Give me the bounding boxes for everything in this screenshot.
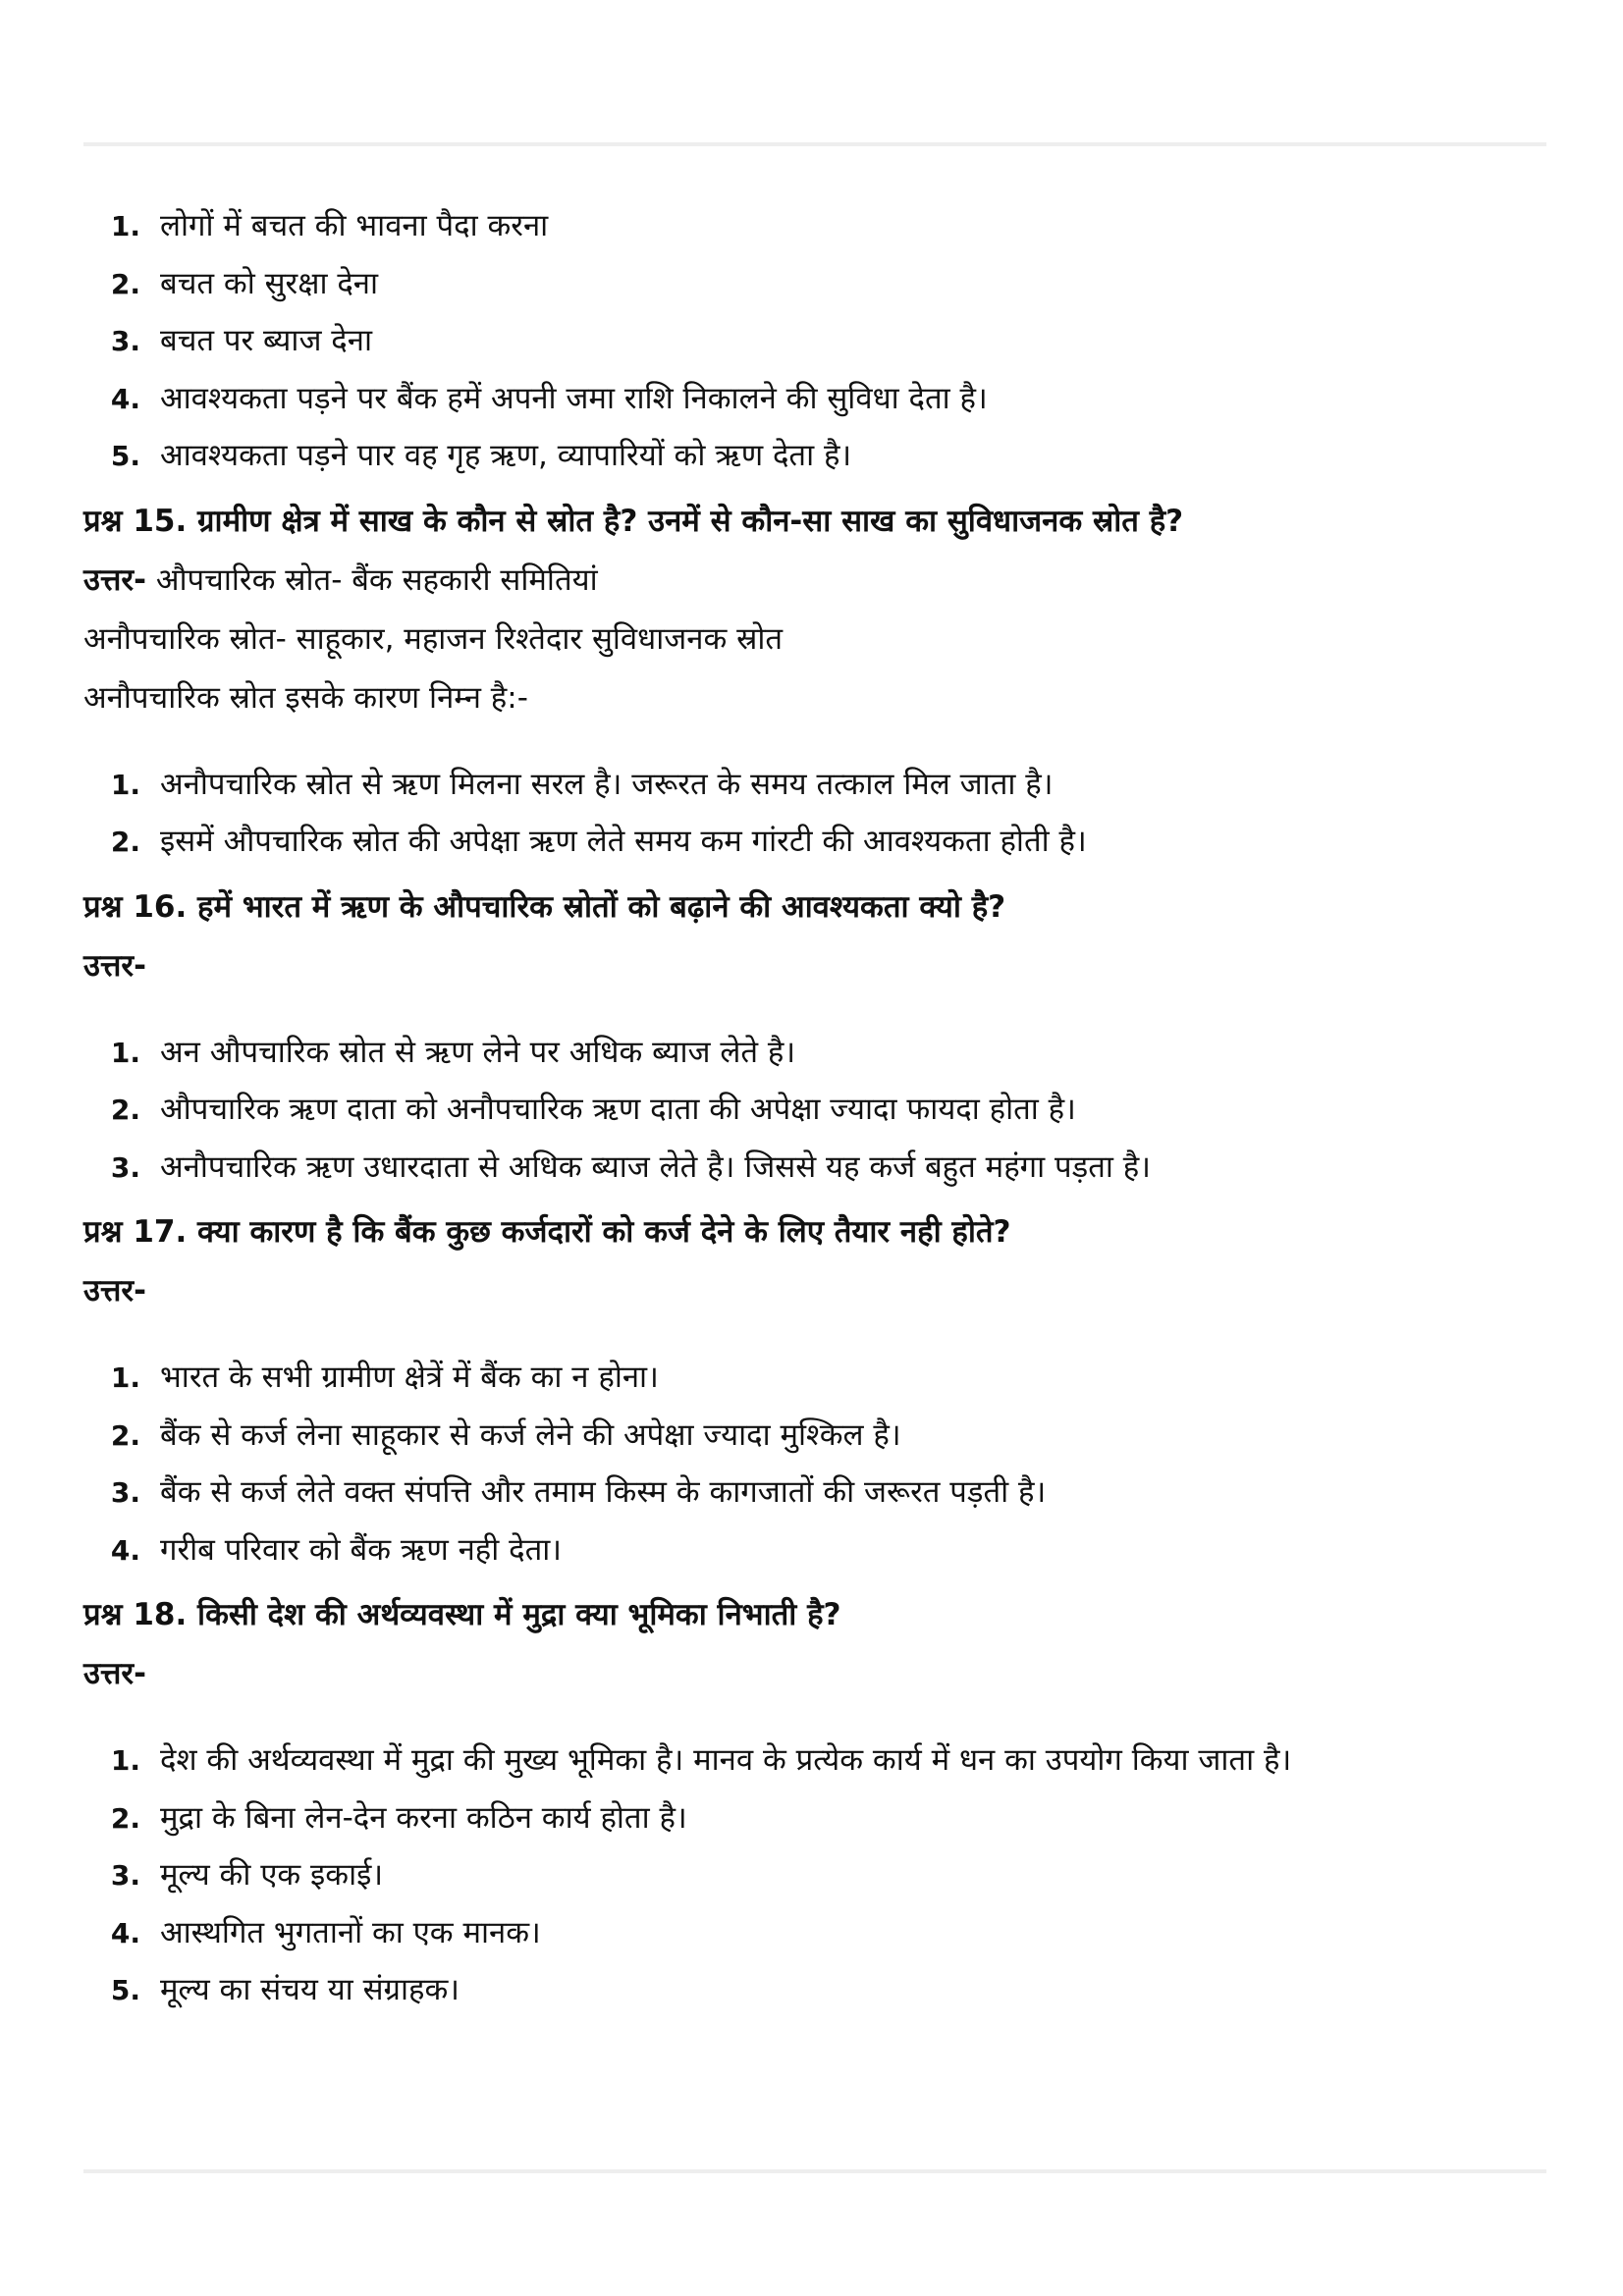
list-number: 3. [110,325,140,357]
list-item [83,1033,1546,1091]
list-text: गरीब परिवार को बैंक ऋण नही देता। [160,1531,563,1568]
list-number: 4. [110,1916,140,1949]
list-item [83,1855,1546,1913]
q15-answer-line-1 [83,561,1546,619]
list-text: आस्थगित भुगतानों का एक मानक। [160,1914,541,1950]
list-text: मूल्य की एक इकाई। [160,1857,384,1893]
list-text: बचत पर ब्याज देना [160,323,372,358]
q17-list [83,1358,1546,1587]
list-item [83,1090,1546,1148]
list-number: 4. [110,1533,140,1567]
list-item [83,1970,1546,2028]
q15-list [83,765,1546,880]
question-17-heading: प्रश्न 17. क्या कारण है कि बैंक कुछ कर्जदारों को कर्ज देने के लिए तैयार नही होते? [83,1214,1011,1250]
list-item [83,765,1546,823]
list-text: बैंक से कर्ज लेते वक्त संपत्ति और तमाम किस्म के कागजातों की जरूरत पड़ती है। [160,1474,1047,1510]
list-number: 2. [110,1418,140,1452]
list-number: 1. [110,210,140,242]
answer-label: उत्तर- [83,1273,146,1308]
list-number: 2. [110,267,140,300]
list-text: देश की अर्थव्यवस्था में मुद्रा की मुख्य भूमिका है। मानव के प्रत्येक कार्य में धन का उपयोग किया जाता है। [160,1742,1292,1778]
list-text: इसमें औपचारिक स्रोत की अपेक्षा ऋण लेते समय कम गांरटी की आवश्यकता होती है। [160,824,1087,859]
list-text: अनौपचारिक ऋण उधारदाता से अधिक ब्याज लेते है। जिससे यह कर्ज बहुत महंगा पड़ता है। [160,1148,1151,1185]
list-text: लोगों में बचत की भावना पैदा करना [160,208,549,243]
list-text: आवश्यकता पड़ने पार वह गृह ऋण, व्यापारियों को ऋण देता है। [160,438,852,473]
document-body [83,206,1546,2028]
list-number: 1. [110,1744,140,1777]
question-18-heading: प्रश्न 18. किसी देश की अर्थव्यवस्था में मुद्रा क्या भूमिका निभाती है? [83,1597,841,1632]
q15-answer-text-1: औपचारिक स्रोत- बैंक सहकारी समितियां [145,561,598,598]
list-number: 2. [110,826,140,858]
q15-answer-line-2: अनौपचारिक स्रोत- साहूकार, महाजन रिश्तेदार सुविधाजनक स्रोत [83,620,784,657]
list-number: 2. [110,1094,140,1126]
answer-label: उत्तर- [83,561,146,598]
answer-label: उत्तर- [83,947,146,984]
bottom-divider [83,2169,1546,2173]
list-number: 5. [110,1974,140,2006]
list-text: अन औपचारिक स्रोत से ऋण लेने पर अधिक ब्याज लेते है। [160,1034,796,1070]
q18-list [83,1740,1546,2028]
list-number: 3. [110,1150,140,1184]
list-item [83,321,1546,379]
list-text: बैंक से कर्ज लेना साहूकार से कर्ज लेने की अपेक्षा ज्यादा मुश्किल है। [160,1416,901,1453]
list-item [83,822,1546,880]
list-text: आवश्यकता पड़ने पर बैंक हमें अपनी जमा राशि निकालने की सुविधा देता है। [160,380,988,416]
spacer [83,1330,1546,1358]
list-item [83,436,1546,494]
list-item [83,1358,1546,1415]
list-text: मूल्य का संचय या संग्राहक। [160,1972,460,2007]
list-number: 1. [110,768,140,801]
list-text: बचत को सुरक्षा देना [160,265,379,301]
list-item [83,379,1546,437]
list-item [83,1913,1546,1971]
spacer [83,1713,1546,1740]
intro-list [83,206,1546,494]
list-text: भारत के सभी ग्रामीण क्षेत्रें में बैंक का न होना। [160,1360,659,1395]
list-item [83,1472,1546,1530]
list-text: मुद्रा के बिना लेन-देन करना कठिन कार्य होता है। [160,1799,687,1836]
list-number: 1. [110,1036,140,1069]
spacer [83,1005,1546,1033]
answer-label: उत्तर- [83,1656,146,1691]
q15-answer-line-3: अनौपचारिक स्रोत इसके कारण निम्न है:- [83,679,528,716]
top-divider [83,142,1546,146]
list-number: 4. [110,382,140,415]
question-15-heading: प्रश्न 15. ग्रामीण क्षेत्र में साख के कौन से स्रोत है? उनमें से कौन-सा साख का सुविधाजनक स्रोत है? [83,503,1184,539]
list-number: 2. [110,1801,140,1835]
list-item [83,1415,1546,1473]
list-text: औपचारिक ऋण दाता को अनौपचारिक ऋण दाता की अपेक्षा ज्यादा फायदा होता है। [160,1092,1076,1127]
list-item [83,1530,1546,1588]
list-item [83,1740,1546,1798]
list-number: 3. [110,1476,140,1509]
list-item [83,1798,1546,1856]
spacer [83,737,1546,765]
list-item [83,1148,1546,1205]
list-item [83,264,1546,322]
q16-list [83,1033,1546,1205]
list-item [83,206,1546,264]
list-number: 5. [110,440,140,472]
list-text: अनौपचारिक स्रोत से ऋण मिलना सरल है। जरूरत के समय तत्काल मिल जाता है। [160,766,1054,802]
question-16-heading: प्रश्न 16. हमें भारत में ऋण के औपचारिक स्रोतों को बढ़ाने की आवश्यकता क्यो है? [83,888,1006,925]
list-number: 1. [110,1362,140,1394]
list-number: 3. [110,1859,140,1892]
